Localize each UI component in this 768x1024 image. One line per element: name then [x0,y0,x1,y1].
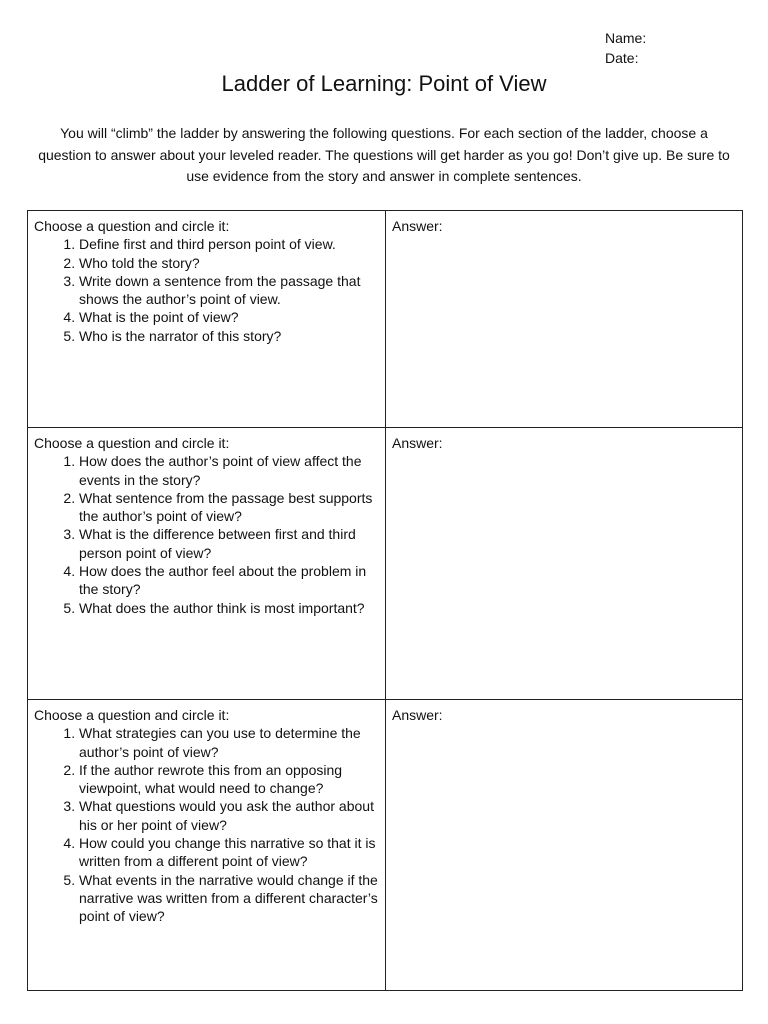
question-item[interactable]: 2. Who told the story? [79,254,379,272]
question-list [34,235,379,345]
page-title: Ladder of Learning: Point of View [221,71,547,96]
answer-cell[interactable] [386,211,743,428]
question-cell [28,428,386,700]
question-item[interactable]: 5. What events in the narrative would change if the narrative was written from a different character’s point of view? [79,871,379,926]
answer-label: Answer: [392,707,443,723]
question-item[interactable]: 4. How could you change this narrative so that it is written from a different point of view? [79,834,379,871]
answer-label: Answer: [392,218,443,234]
question-item[interactable]: 2. What sentence from the passage best supports the author’s point of view? [79,489,379,526]
choose-question-prompt: Choose a question and circle it: [34,707,230,723]
question-item[interactable]: 4. How does the author feel about the problem in the story? [79,562,379,599]
answer-cell[interactable] [386,428,743,700]
ladder-rung-2 [28,428,743,700]
question-item[interactable]: 1. What strategies can you use to determine the author’s point of view? [79,724,379,761]
name-date-block [605,28,646,68]
date-label: Date: [605,50,639,66]
question-list [34,724,379,925]
choose-question-prompt: Choose a question and circle it: [34,435,230,451]
name-label: Name: [605,30,647,46]
question-item[interactable]: 1. Define first and third person point of view. [79,235,379,253]
answer-cell[interactable] [386,700,743,991]
ladder-table [27,210,743,991]
question-item[interactable]: 4. What is the point of view? [79,308,379,326]
question-cell [28,211,386,428]
answer-label: Answer: [392,435,443,451]
question-item[interactable]: 3. What is the difference between first and third person point of view? [79,525,379,562]
question-item[interactable]: 3. Write down a sentence from the passage that shows the author’s point of view. [79,272,379,309]
ladder-rung-3 [28,700,743,991]
question-item[interactable]: 5. Who is the narrator of this story? [79,327,379,345]
instructions-paragraph: You will “climb” the ladder by answering the following questions. For each section of the ladder, choose a question to answer about your leveled reader. The questions will get harder as you go! Don’t give up. Be sure to use evidence from the story and answer in complete sentences. [38,125,730,184]
question-item[interactable]: 1. How does the author’s point of view affect the events in the story? [79,452,379,489]
question-cell [28,700,386,991]
question-item[interactable]: 2. If the author rewrote this from an opposing viewpoint, what would need to change? [79,761,379,798]
choose-question-prompt: Choose a question and circle it: [34,218,230,234]
ladder-rung-1 [28,211,743,428]
question-item[interactable]: 5. What does the author think is most important? [79,599,379,617]
question-list [34,452,379,617]
question-item[interactable]: 3. What questions would you ask the author about his or her point of view? [79,797,379,834]
